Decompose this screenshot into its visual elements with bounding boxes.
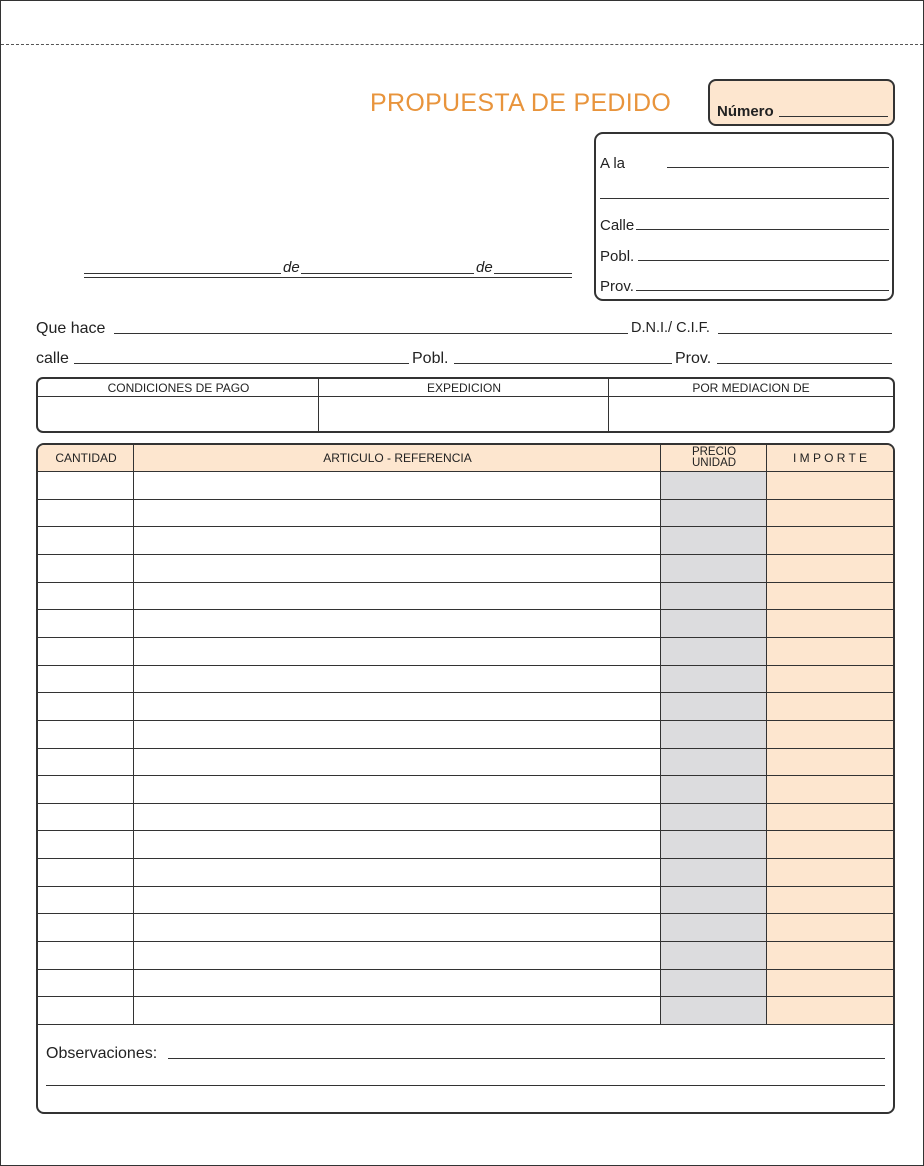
- table-row[interactable]: [38, 609, 893, 637]
- conditions-col-divider-1: [318, 379, 319, 431]
- col-divider-precio: [766, 445, 767, 1024]
- a-la-field-2[interactable]: [600, 198, 889, 199]
- pobl-customer-label: Pobl.: [412, 350, 449, 367]
- recipient-address-box: [594, 132, 894, 301]
- que-hace-label: Que hace: [36, 320, 106, 337]
- numero-label: Número: [717, 103, 774, 120]
- table-row[interactable]: [38, 969, 893, 997]
- form-title: PROPUESTA DE PEDIDO: [370, 89, 672, 117]
- expedicion-header: EXPEDICION: [426, 381, 501, 395]
- precio-unidad-header: [661, 445, 767, 471]
- por-mediacion-header: POR MEDIACION DE: [692, 381, 810, 395]
- table-row[interactable]: [38, 526, 893, 554]
- table-row-divider: [38, 1024, 893, 1025]
- calle-customer-label: calle: [36, 350, 69, 367]
- observaciones-field-2[interactable]: [46, 1085, 885, 1086]
- cantidad-header: CANTIDAD: [38, 445, 134, 471]
- conditions-box: [36, 377, 895, 433]
- table-row[interactable]: [38, 665, 893, 693]
- table-row[interactable]: [38, 582, 893, 610]
- table-row[interactable]: [38, 471, 893, 499]
- que-hace-field[interactable]: [114, 333, 628, 334]
- prov-customer-label: Prov.: [675, 350, 712, 367]
- table-row[interactable]: [38, 803, 893, 831]
- prov-customer-field[interactable]: [717, 363, 892, 364]
- articulo-header: ARTICULO - REFERENCIA: [134, 445, 661, 471]
- date-underline: [84, 277, 572, 278]
- importe-header: I M P O R T E: [767, 445, 893, 471]
- date-de-1: de: [283, 259, 300, 276]
- calle-customer-field[interactable]: [74, 363, 409, 364]
- date-de-2: de: [476, 259, 493, 276]
- table-row[interactable]: [38, 554, 893, 582]
- table-row[interactable]: [38, 692, 893, 720]
- perforation-line: [1, 44, 923, 45]
- observaciones-label: Observaciones:: [46, 1045, 158, 1062]
- conditions-col-divider-2: [608, 379, 609, 431]
- table-row[interactable]: [38, 499, 893, 527]
- table-row[interactable]: [38, 830, 893, 858]
- table-row[interactable]: [38, 886, 893, 914]
- order-items-table: [36, 443, 895, 1114]
- condiciones-pago-header: CONDICIONES DE PAGO: [107, 381, 250, 395]
- calle-field[interactable]: [636, 229, 889, 230]
- date-day-field[interactable]: [84, 273, 281, 274]
- date-year-field[interactable]: [494, 273, 572, 274]
- table-row[interactable]: [38, 996, 893, 1024]
- table-row[interactable]: [38, 775, 893, 803]
- prov-label: Prov.: [600, 278, 634, 295]
- a-la-label: A la: [600, 155, 626, 172]
- precio-header-line2: UNIDAD: [691, 457, 737, 469]
- table-row[interactable]: [38, 858, 893, 886]
- pobl-customer-field[interactable]: [454, 363, 672, 364]
- a-la-field[interactable]: [667, 167, 889, 168]
- pobl-field[interactable]: [638, 260, 889, 261]
- observaciones-field[interactable]: [168, 1058, 885, 1059]
- prov-field[interactable]: [636, 290, 889, 291]
- table-row[interactable]: [38, 913, 893, 941]
- numero-box: [708, 79, 895, 126]
- conditions-header-divider: [38, 396, 893, 397]
- calle-label: Calle: [600, 217, 635, 234]
- dni-cif-field[interactable]: [718, 333, 892, 334]
- table-row[interactable]: [38, 720, 893, 748]
- table-row[interactable]: [38, 637, 893, 665]
- table-row[interactable]: [38, 748, 893, 776]
- dni-cif-label: D.N.I./ C.I.F.: [631, 320, 710, 336]
- col-divider-cantidad: [133, 445, 134, 1024]
- numero-field[interactable]: [779, 116, 888, 117]
- table-row[interactable]: [38, 941, 893, 969]
- date-month-field[interactable]: [301, 273, 474, 274]
- pobl-label: Pobl.: [600, 248, 635, 265]
- precio-header-line1: PRECIO: [691, 446, 737, 458]
- col-divider-articulo: [660, 445, 661, 1024]
